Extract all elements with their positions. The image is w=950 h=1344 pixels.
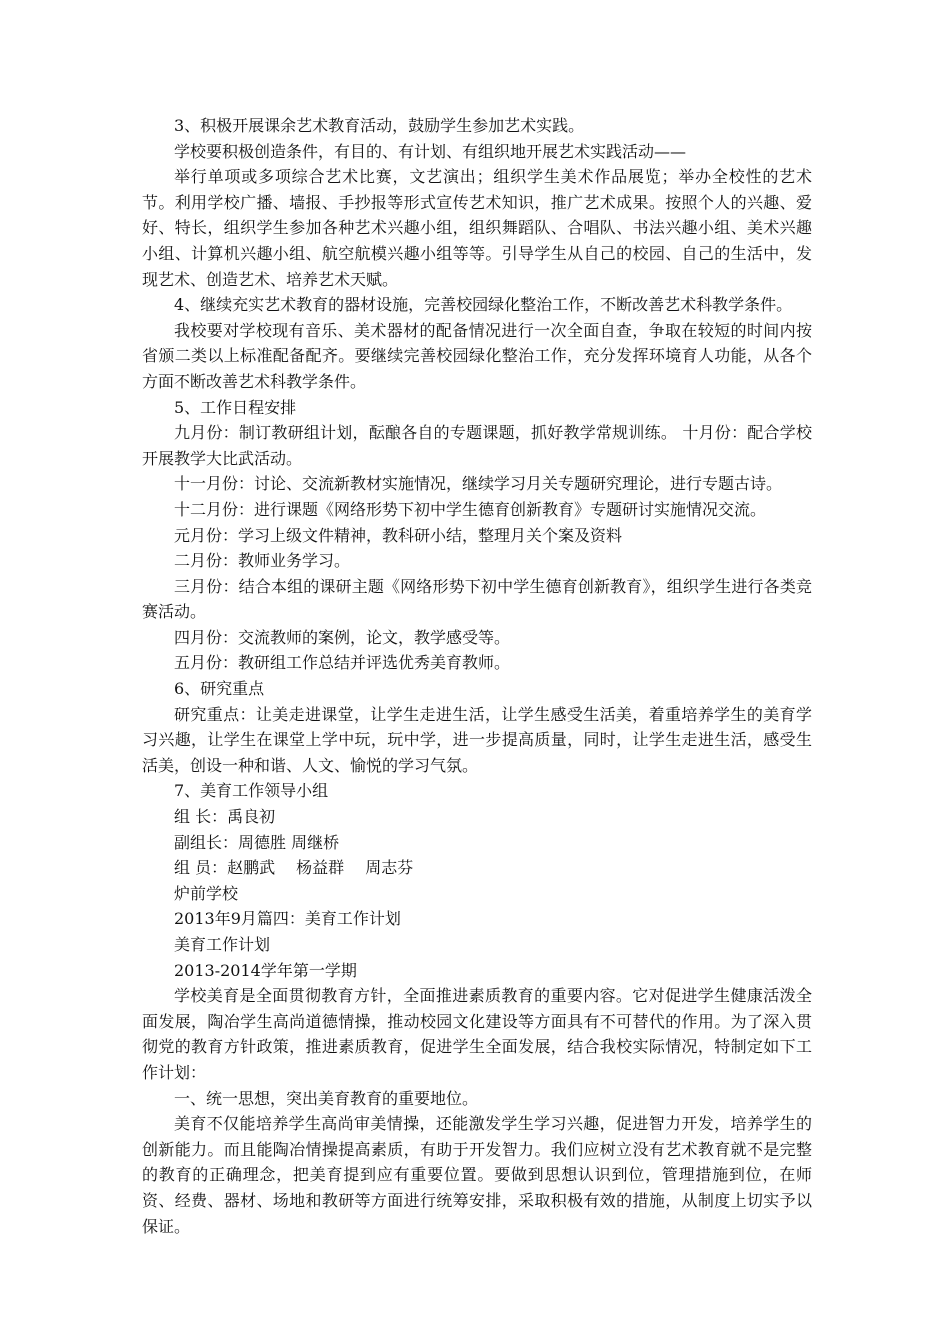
schedule-item: 三月份：结合本组的课研主题《网络形势下初中学生德育创新教育》，组织学生进行各类竞赛活动。 [142, 576, 812, 622]
schedule-item: 四月份：交流教师的案例，论文，教学感受等。 [174, 627, 511, 647]
paragraph: 举行单项或多项综合艺术比赛，文艺演出；组织学生美术作品展览；举办全校性的艺术节。利用学校广播、墙报、手抄报等形式宣传艺术知识，推广艺术成果。按照个人的兴趣、爱好、特长，组织学生参加各种艺术兴趣小组，组织舞蹈队、合唱队、书法兴趣小组、美术兴趣小组、计算机兴趣小组、航空航模兴趣小组等等。引导学生从自己的校园、自己的生活中，发现艺术、创造艺术、培养艺术天赋。 [142, 167, 812, 289]
date-line: 2013年9月篇四：美育工作计划 [174, 909, 401, 929]
paragraph: 学校美育是全面贯彻教育方针，全面推进素质教育的重要内容。它对促进学生健康活泼全面发展，陶冶学生高尚道德情操，推动校园文化建设等方面具有不可替代的作用。为了深入贯彻党的教育方针政策，推进素质教育，促进学生全面发展，结合我校实际情况，特制定如下工作计划： [142, 986, 812, 1082]
paragraph: 我校要对学校现有音乐、美术器材的配备情况进行一次全面自查，争取在较短的时间内按省颁二类以上标准配备配齐。要继续完善校园绿化整治工作，充分发挥环境育人功能，从各个方面不断改善艺术科教学条件。 [142, 320, 812, 391]
section-heading: 一、统一思想，突出美育教育的重要地位。 [174, 1088, 479, 1108]
schedule-item: 元月份：学习上级文件精神，教科研小结，整理月关个案及资料 [174, 525, 623, 545]
paragraph: 美育不仅能培养学生高尚审美情操，还能激发学生学习兴趣，促进智力开发，培养学生的创新能力。而且能陶冶情操提高素质，有助于开发智力。我们应树立没有艺术教育就不是完整的教育的正确理念，把美育提到应有重要位置。要做到思想认识到位，管理措施到位，在师资、经费、器材、场地和教研等方面进行统筹安排，采取积极有效的措施，从制度上切实予以保证。 [142, 1114, 812, 1236]
paragraph: 3、积极开展课余艺术教育活动，鼓励学生参加艺术实践。 [174, 116, 585, 135]
paragraph: 4、继续充实艺术教育的器材设施，完善校园绿化整治工作，不断改善艺术科教学条件。 [174, 295, 793, 315]
school-name: 炉前学校 [174, 883, 239, 903]
team-member-line: 副组长：周德胜 周继桥 [174, 832, 340, 852]
section-heading: 7、美育工作领导小组 [174, 781, 329, 801]
section-heading: 5、工作日程安排 [174, 397, 297, 417]
schedule-item: 十一月份：讨论、交流新教材实施情况，继续学习月关专题研究理论，进行专题古诗。 [174, 474, 783, 494]
schedule-item: 二月份：教师业务学习。 [174, 551, 351, 571]
schedule-item: 九月份：制订教研组计划，酝酿各自的专题课题，抓好教学常规训练。 十月份：配合学校开展教学大比武活动。 [142, 423, 812, 468]
document-title: 美育工作计划 [174, 935, 271, 954]
schedule-item: 十二月份：进行课题《网络形势下初中学生德育创新教育》专题研讨实施情况交流。 [174, 499, 767, 519]
document-body [142, 113, 812, 1239]
paragraph: 研究重点：让美走进课堂，让学生走进生活，让学生感受生活美，着重培养学生的美育学习兴趣，让学生在课堂上学中玩，玩中学，进一步提高质量，同时，让学生走进生活，感受生活美，创设一种和谐、人文、愉悦的学习气氛。 [142, 704, 812, 775]
schedule-item: 五月份：教研组工作总结并评选优秀美育教师。 [174, 653, 511, 673]
section-heading: 6、研究重点 [174, 679, 265, 699]
team-member-line: 组 长：禹良初 [174, 807, 276, 827]
paragraph: 学校要积极创造条件，有目的、有计划、有组织地开展艺术实践活动—— [174, 141, 687, 161]
term-line: 2013-2014学年第一学期 [174, 960, 357, 980]
team-member-line: 组 员：赵鹏武 杨益群 周志芬 [174, 858, 414, 878]
